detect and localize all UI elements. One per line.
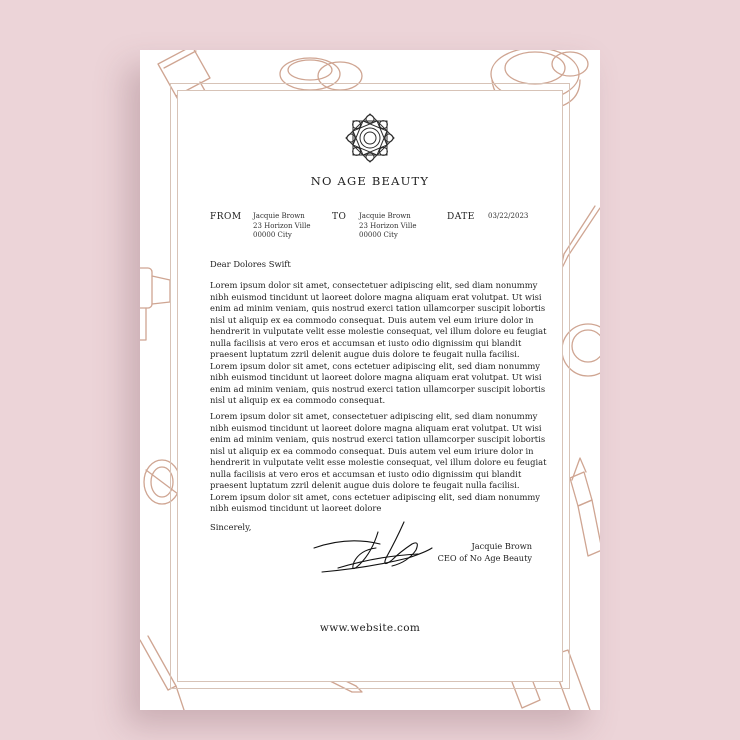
text-line: nibh euismod tincidunt ut laoreet dolore [210,503,382,513]
text-line: nisl ut aliquip ex ea commodo consequat. Duis autem vel eum iriure dolor in [210,445,534,456]
text-line: nibh euismod tincidunt ut laoreet dolore magna aliquam erat volutpat. Ut wisi [210,422,542,433]
text-line: praesent luptatum zzril delenit augue duis dolore te feugait nulla facilisi. [210,480,520,490]
salutation: Dear Dolores Swift [210,259,291,269]
to-address-line: 00000 City [359,231,398,239]
brand-logo-icon [344,112,396,164]
text-line: nulla facilisis at vero eros et accumsan et iusto odio dignissim qui blandit [210,468,522,479]
text-line: praesent luptatum zzril delenit augue duis dolore te feugait nulla facilisi. [210,349,520,359]
letterhead-page [140,50,600,710]
website-link[interactable]: www.website.com [319,622,421,634]
dropper-icon [140,268,170,340]
closing: Sincerely, [210,522,252,532]
text-line: nibh euismod tincidunt ut laoreet dolore magna aliquam erat volutpat. Ut wisi [210,372,542,382]
to-address [359,212,416,241]
body-paragraph-2 [210,411,547,515]
from-label: FROM [210,212,242,222]
to-address-line: 23 Horizon Ville [359,221,417,230]
text-line: hendrerit in vulputate velit esse molestie consequat, vel illum dolore eu feugiat [210,457,547,467]
text-line: Lorem ipsum dolor sit amet, consectetuer adipiscing elit, sed diam nonummy [210,411,538,421]
text-line: nisl ut aliquip ex ea commodo consequat. Duis autem vel eum iriure dolor in [210,314,534,325]
signer-block [438,541,532,564]
signature-icon [308,518,438,580]
date-label: DATE [447,212,475,222]
text-line: nulla facilisis at vero eros et accumsan et iusto odio dignissim qui blandit [210,337,522,348]
to-label: TO [332,212,347,222]
text-line: nisl ut aliquip ex ea commodo consequat. [210,395,386,405]
from-address-line: 23 Horizon Ville [253,221,311,230]
signer-name: Jacquie Brown [471,541,532,551]
from-address-line: 00000 City [253,231,292,239]
to-address-line: Jacquie Brown [359,212,411,220]
from-address-line: Jacquie Brown [253,212,305,220]
body-paragraph-1 [210,280,547,407]
date-value: 03/22/2023 [488,212,529,220]
text-line: enim ad minim veniam, quis nostrud exerci tation ullamcorper suscipit lobortis [210,383,546,394]
signer-title: CEO of No Age Beauty [437,552,532,563]
text-line: Lorem ipsum dolor sit amet, consectetuer adipiscing elit, sed diam nonummy [210,280,538,290]
text-line: hendrerit in vulputate velit esse molestie consequat, vel illum dolore eu feugiat [210,326,547,336]
text-line: nibh euismod tincidunt ut laoreet dolore magna aliquam erat volutpat. Ut wisi [210,291,542,302]
text-line: enim ad minim veniam, quis nostrud exerci tation ullamcorper suscipit lobortis [210,303,546,313]
text-line: enim ad minim veniam, quis nostrud exerci tation ullamcorper suscipit lobortis [210,434,546,444]
text-line: Lorem ipsum dolor sit amet, cons ectetuer adipiscing elit, sed diam nonummy [210,360,540,371]
brand-name: NO AGE BEAUTY [310,174,430,188]
lipstick-icon [570,458,600,556]
from-address [253,212,310,241]
text-line: Lorem ipsum dolor sit amet, cons ectetuer adipiscing elit, sed diam nonummy [210,491,540,502]
